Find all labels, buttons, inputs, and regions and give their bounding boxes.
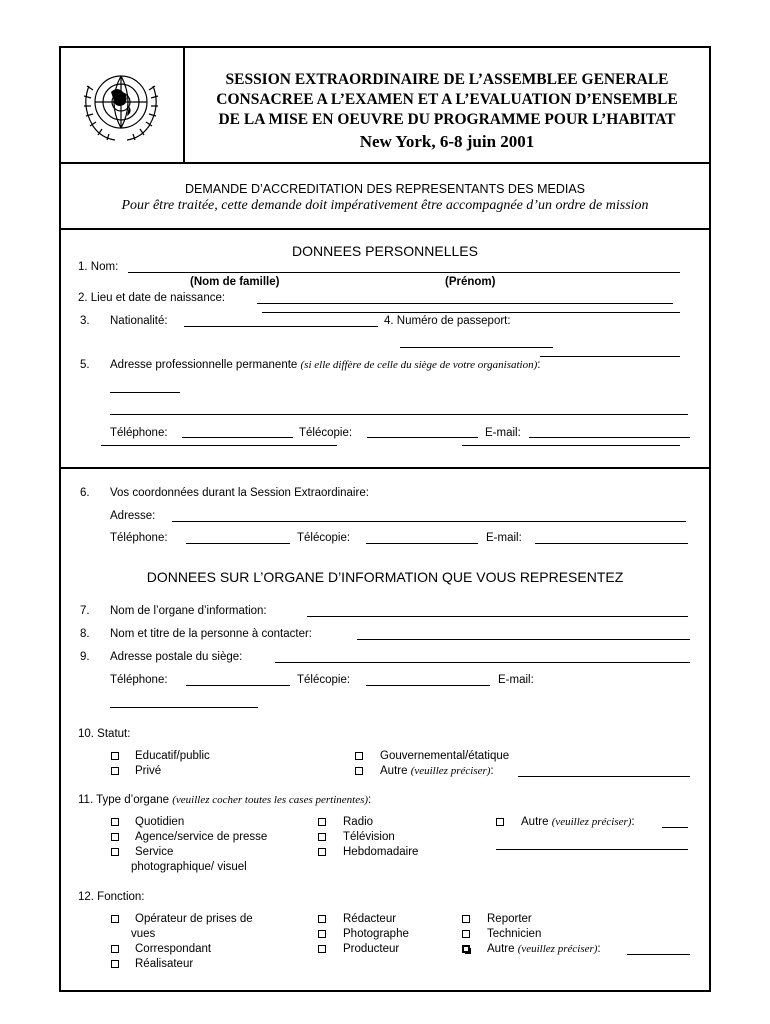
- session-fax-label: Télécopie:: [297, 532, 351, 544]
- contact-field[interactable]: [357, 639, 690, 640]
- checkbox-educatif[interactable]: [111, 752, 119, 760]
- postal-field[interactable]: [275, 662, 690, 663]
- status-educatif-label: Educatif/public: [135, 750, 210, 762]
- checkbox-photographe[interactable]: [318, 930, 326, 938]
- q11-note: (veuillez cocher toutes les cases pertinentes): [172, 794, 369, 806]
- divider: [59, 228, 711, 230]
- checkbox-quotidien[interactable]: [111, 818, 119, 826]
- header-title: [187, 70, 707, 152]
- q5-colon: :: [537, 359, 541, 371]
- fn-autre-text: Autre: [487, 943, 515, 955]
- type-radio-label: Radio: [343, 816, 374, 828]
- un-emblem-icon: [71, 56, 171, 154]
- checkbox-producteur[interactable]: [318, 945, 326, 953]
- status-gouv-label: Gouvernemental/étatique: [380, 750, 510, 762]
- q4-label: 4. Numéro de passeport:: [384, 315, 511, 327]
- type-autre-label: [521, 815, 635, 829]
- type-autre-field-2[interactable]: [496, 849, 688, 850]
- q11-colon: :: [368, 794, 372, 806]
- fn-correspondant-label: Correspondant: [135, 943, 212, 955]
- checkbox-technicien[interactable]: [462, 930, 470, 938]
- q5-text: Adresse professionnelle permanente: [110, 359, 298, 371]
- type-autre-colon: :: [631, 816, 635, 828]
- phone-field-2[interactable]: [101, 445, 337, 446]
- logo-cell: [59, 46, 185, 164]
- address-field-1[interactable]: [110, 392, 180, 393]
- fn-operateur-label-2: vues: [131, 928, 156, 940]
- organ-phone-field[interactable]: [186, 685, 290, 686]
- checkbox-service[interactable]: [111, 848, 119, 856]
- q1-lastname-label: (Nom de famille): [190, 276, 280, 288]
- checkbox-television[interactable]: [318, 833, 326, 841]
- q11-text: 11. Type d’organe: [78, 794, 170, 806]
- email-field[interactable]: [529, 437, 690, 438]
- session-email-field[interactable]: [535, 543, 688, 544]
- email-field-2[interactable]: [462, 445, 680, 446]
- checkbox-gouvernemental[interactable]: [355, 752, 363, 760]
- type-agence-label: Agence/service de presse: [135, 831, 268, 843]
- title-line-1: SESSION EXTRAORDINAIRE DE L’ASSEMBLEE GENERALE: [225, 71, 669, 88]
- accreditation-title: DEMANDE D’ACCREDITATION DES REPRESENTANTS DES MEDIAS: [184, 182, 586, 196]
- status-autre-label: [380, 764, 494, 778]
- q7-label: Nom de l’organe d’information:: [110, 605, 267, 617]
- passport-field-2[interactable]: [540, 356, 680, 357]
- accreditation-block: [59, 182, 711, 214]
- checkbox-prive[interactable]: [111, 767, 119, 775]
- fn-technicien-label: Technicien: [487, 928, 542, 940]
- checkbox-status-autre[interactable]: [355, 767, 363, 775]
- checkbox-correspondant[interactable]: [111, 945, 119, 953]
- q6-num: 6.: [80, 487, 90, 499]
- q9-num: 9.: [80, 651, 90, 663]
- divider: [59, 162, 711, 164]
- q3-num: 3.: [80, 315, 90, 327]
- status-autre-note: (veuillez préciser): [410, 765, 491, 777]
- q7-num: 7.: [80, 605, 90, 617]
- fn-autre-label: [487, 942, 601, 956]
- organ-email-field[interactable]: [110, 707, 258, 708]
- fn-redacteur-label: Rédacteur: [343, 913, 397, 925]
- status-autre-colon: :: [490, 765, 494, 777]
- fn-producteur-label: Producteur: [343, 943, 400, 955]
- q5-note: (si elle diffère de celle du siège de votre organisation): [300, 359, 538, 371]
- fax-field[interactable]: [367, 437, 478, 438]
- q11-label: [78, 793, 371, 807]
- checkbox-agence[interactable]: [111, 833, 119, 841]
- checkbox-fn-autre[interactable]: [462, 945, 470, 953]
- type-autre-field[interactable]: [662, 827, 688, 828]
- fn-autre-colon: :: [597, 943, 601, 955]
- q9-label: Adresse postale du siège:: [110, 651, 243, 663]
- type-autre-text: Autre: [521, 816, 549, 828]
- type-service-label-2: photographique/ visuel: [131, 861, 247, 873]
- fax-label: Télécopie:: [299, 427, 353, 439]
- organ-email-label: E-mail:: [498, 674, 534, 686]
- q1-firstname-label: (Prénom): [445, 276, 496, 288]
- organ-fax-field[interactable]: [366, 685, 490, 686]
- checkbox-radio[interactable]: [318, 818, 326, 826]
- title-line-3: DE LA MISE EN OEUVRE DU PROGRAMME POUR L’HABITAT: [218, 111, 676, 128]
- q6-label: Vos coordonnées durant la Session Extraordinaire:: [110, 487, 369, 499]
- accreditation-note: Pour être traitée, cette demande doit impérativement être accompagnée d’un ordre de mission: [121, 198, 649, 213]
- fn-photographe-label: Photographe: [343, 928, 409, 940]
- type-hebdo-label: Hebdomadaire: [343, 846, 419, 858]
- checkbox-type-autre[interactable]: [496, 818, 504, 826]
- fn-autre-field[interactable]: [627, 954, 690, 955]
- q1-label: 1. Nom:: [78, 261, 119, 273]
- address-field-2[interactable]: [110, 414, 688, 415]
- checkbox-operateur[interactable]: [111, 915, 119, 923]
- session-fax-field[interactable]: [366, 543, 478, 544]
- q10-label: 10. Statut:: [78, 728, 131, 740]
- q5-label: [110, 358, 540, 372]
- organ-name-field[interactable]: [307, 616, 688, 617]
- organ-heading: DONNEES SUR L’ORGANE D’INFORMATION QUE VOUS REPRESENTEZ: [146, 569, 624, 585]
- q5-num: 5.: [80, 359, 90, 371]
- type-tv-label: Télévision: [343, 831, 395, 843]
- divider: [59, 467, 711, 469]
- session-address-label: Adresse:: [110, 510, 156, 522]
- type-service-label: Service: [135, 846, 174, 858]
- status-autre-field[interactable]: [518, 776, 690, 777]
- checkbox-realisateur[interactable]: [111, 960, 119, 968]
- fn-realisateur-label: Réalisateur: [135, 958, 194, 970]
- birth-field[interactable]: [257, 303, 673, 304]
- checkbox-hebdomadaire[interactable]: [318, 848, 326, 856]
- q8-label: Nom et titre de la personne à contacter:: [110, 628, 312, 640]
- q2-label: 2. Lieu et date de naissance:: [78, 292, 226, 304]
- status-prive-label: Privé: [135, 765, 162, 777]
- name-field[interactable]: [128, 272, 680, 273]
- phone-label: Téléphone:: [110, 427, 168, 439]
- status-autre-text: Autre: [380, 765, 408, 777]
- q3-label: Nationalité:: [110, 315, 168, 327]
- fn-autre-note: (veuillez préciser): [517, 943, 598, 955]
- organ-fax-label: Télécopie:: [297, 674, 351, 686]
- personal-heading: DONNEES PERSONNELLES: [292, 243, 478, 259]
- q8-num: 8.: [80, 628, 90, 640]
- checkbox-redacteur[interactable]: [318, 915, 326, 923]
- title-line-2: CONSACREE A L’EXAMEN ET A L’EVALUATION D’ENSEMBLE: [216, 91, 678, 108]
- fn-operateur-label: Opérateur de prises de: [135, 913, 253, 925]
- type-quotidien-label: Quotidien: [135, 816, 185, 828]
- type-autre-note: (veuillez préciser): [551, 816, 632, 828]
- checkbox-reporter[interactable]: [462, 915, 470, 923]
- birth-field-2[interactable]: [262, 312, 680, 313]
- session-address-field[interactable]: [172, 521, 686, 522]
- session-phone-field[interactable]: [186, 543, 290, 544]
- q12-label: 12. Fonction:: [78, 891, 145, 903]
- email-label: E-mail:: [485, 427, 521, 439]
- passport-field[interactable]: [400, 347, 553, 348]
- fn-reporter-label: Reporter: [487, 913, 532, 925]
- session-phone-label: Téléphone:: [110, 532, 168, 544]
- session-email-label: E-mail:: [486, 532, 522, 544]
- nationality-field[interactable]: [184, 326, 378, 327]
- organ-phone-label: Téléphone:: [110, 674, 168, 686]
- header-subtitle: New York, 6-8 juin 2001: [359, 132, 535, 151]
- phone-field[interactable]: [182, 437, 293, 438]
